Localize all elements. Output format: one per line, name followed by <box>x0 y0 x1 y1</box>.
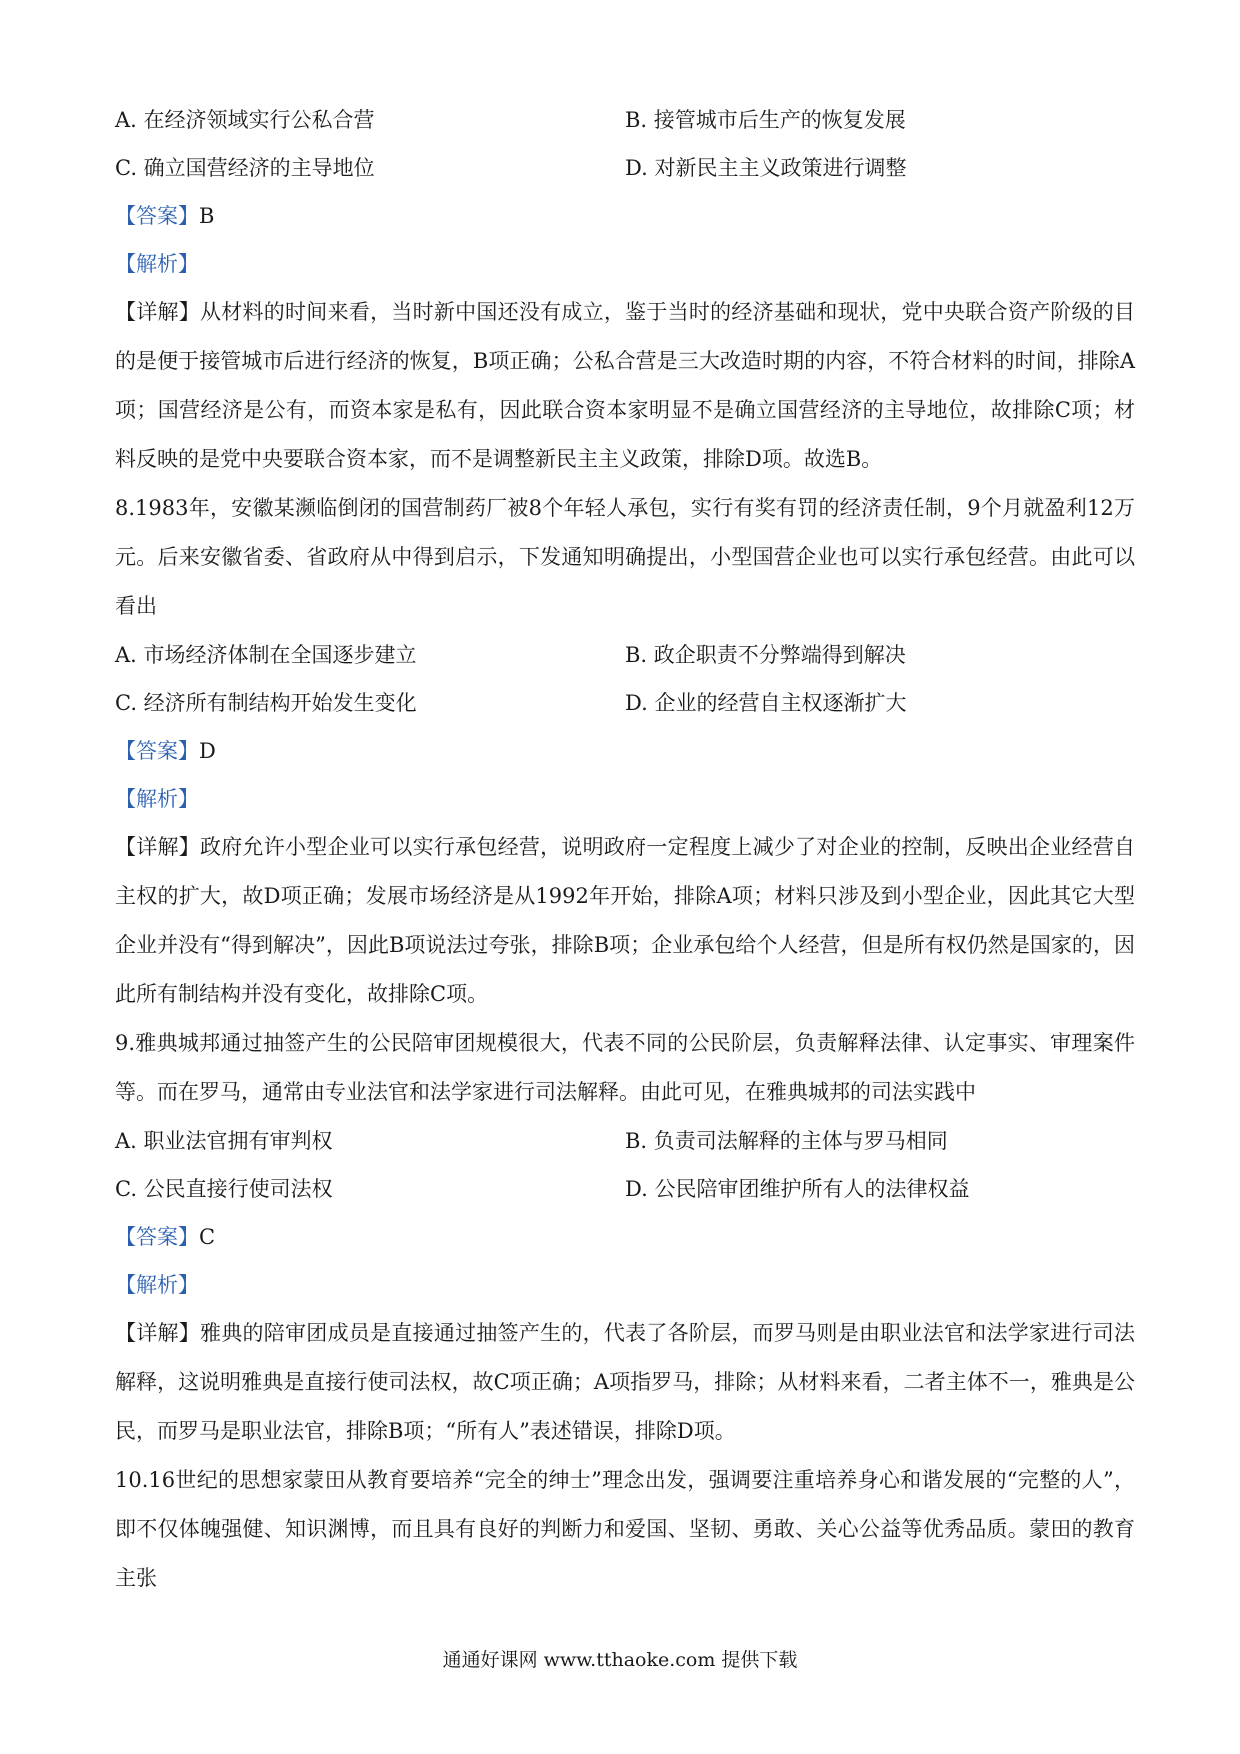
q7-options-row-1 <box>115 96 1135 144</box>
answer-tag: 【答案】 <box>115 739 199 763</box>
q7-analysis-heading <box>115 240 1135 288</box>
q9-answer <box>115 1213 1135 1261</box>
q8-option-d: D. 企业的经营自主权逐渐扩大 <box>625 691 907 715</box>
q7-option-c: C. 确立国营经济的主导地位 <box>115 156 375 180</box>
q9-stem: 9.雅典城邦通过抽签产生的公民陪审团规模很大，代表不同的公民阶层，负责解释法律、认定事实、审理案件等。而在罗马，通常由专业法官和法学家进行司法解释。由此可见，在雅典城邦的司法实践中 <box>115 1031 1135 1104</box>
q8-options-row-1 <box>115 631 1135 679</box>
detail-tag: 【详解】 <box>115 835 201 859</box>
q10-stem: 10.16世纪的思想家蒙田从教育要培养“完全的绅士”理念出发，强调要注重培养身心和谐发展的“完整的人”，即不仅体魄强健、知识渊博，而且具有良好的判断力和爱国、坚韧、勇敢、关心公益等优秀品质。蒙田的教育主张 <box>115 1468 1135 1590</box>
page-footer: 通通好课网 www.tthaoke.com 提供下载 <box>442 1649 798 1671</box>
q7-option-b: B. 接管城市后生产的恢复发展 <box>625 108 906 132</box>
q9-options-row-2 <box>115 1165 1135 1213</box>
answer-value: C <box>199 1225 216 1249</box>
q9-option-b: B. 负责司法解释的主体与罗马相同 <box>625 1129 948 1153</box>
analysis-tag: 【解析】 <box>115 1273 199 1297</box>
q8-option-c: C. 经济所有制结构开始发生变化 <box>115 691 417 715</box>
answer-tag: 【答案】 <box>115 204 199 228</box>
q8-analysis-heading <box>115 775 1135 823</box>
answer-value: D <box>199 739 216 763</box>
document-page <box>115 96 1135 1603</box>
q8-option-b: B. 政企职责不分弊端得到解决 <box>625 643 906 667</box>
q7-options-row-2 <box>115 144 1135 192</box>
detail-tag: 【详解】 <box>115 1321 201 1345</box>
q9-option-c: C. 公民直接行使司法权 <box>115 1177 333 1201</box>
detail-text: 政府允许小型企业可以实行承包经营，说明政府一定程度上减少了对企业的控制，反映出企业经营自主权的扩大，故D项正确；发展市场经济是从1992年开始，排除A项；材料只涉及到小型企业，因此其它大型企业并没有“得到解决”，因此B项说法过夸张，排除B项；企业承包给个人经营，但是所有权仍然是国家的，因此所有制结构并没有变化，故排除C项。 <box>115 835 1136 1006</box>
q8-detail <box>115 823 1135 1019</box>
analysis-tag: 【解析】 <box>115 252 199 276</box>
detail-text: 从材料的时间来看，当时新中国还没有成立，鉴于当时的经济基础和现状，党中央联合资产阶级的目的是便于接管城市后进行经济的恢复，B项正确；公私合营是三大改造时期的内容，不符合材料的时间，排除A项；国营经济是公有，而资本家是私有，因此联合资本家明显不是确立国营经济的主导地位，故排除C项；材料反映的是党中央要联合资本家，而不是调整新民主主义政策，排除D项。故选B。 <box>115 300 1136 471</box>
analysis-tag: 【解析】 <box>115 787 199 811</box>
q8-option-a: A. 市场经济体制在全国逐步建立 <box>115 643 417 667</box>
q7-option-d: D. 对新民主主义政策进行调整 <box>625 156 907 180</box>
q9-option-a: A. 职业法官拥有审判权 <box>115 1129 333 1153</box>
detail-tag: 【详解】 <box>115 300 201 324</box>
answer-tag: 【答案】 <box>115 1225 199 1249</box>
detail-text: 雅典的陪审团成员是直接通过抽签产生的，代表了各阶层，而罗马则是由职业法官和法学家进行司法解释，这说明雅典是直接行使司法权，故C项正确；A项指罗马，排除；从材料来看，二者主体不一，雅典是公民，而罗马是职业法官，排除B项；“所有人”表述错误，排除D项。 <box>115 1321 1136 1443</box>
q8-options-row-2 <box>115 679 1135 727</box>
q7-option-a: A. 在经济领域实行公私合营 <box>115 108 375 132</box>
answer-value: B <box>199 204 215 228</box>
q7-answer <box>115 192 1135 240</box>
q9-analysis-heading <box>115 1261 1135 1309</box>
q9-detail <box>115 1309 1135 1456</box>
q8-stem: 8.1983年，安徽某濒临倒闭的国营制药厂被8个年轻人承包，实行有奖有罚的经济责任制，9个月就盈利12万元。后来安徽省委、省政府从中得到启示，下发通知明确提出，小型国营企业也可以实行承包经营。由此可以看出 <box>115 496 1135 618</box>
q7-detail <box>115 288 1135 484</box>
q9-option-d: D. 公民陪审团维护所有人的法律权益 <box>625 1177 970 1201</box>
q8-answer <box>115 727 1135 775</box>
q9-options-row-1 <box>115 1117 1135 1165</box>
